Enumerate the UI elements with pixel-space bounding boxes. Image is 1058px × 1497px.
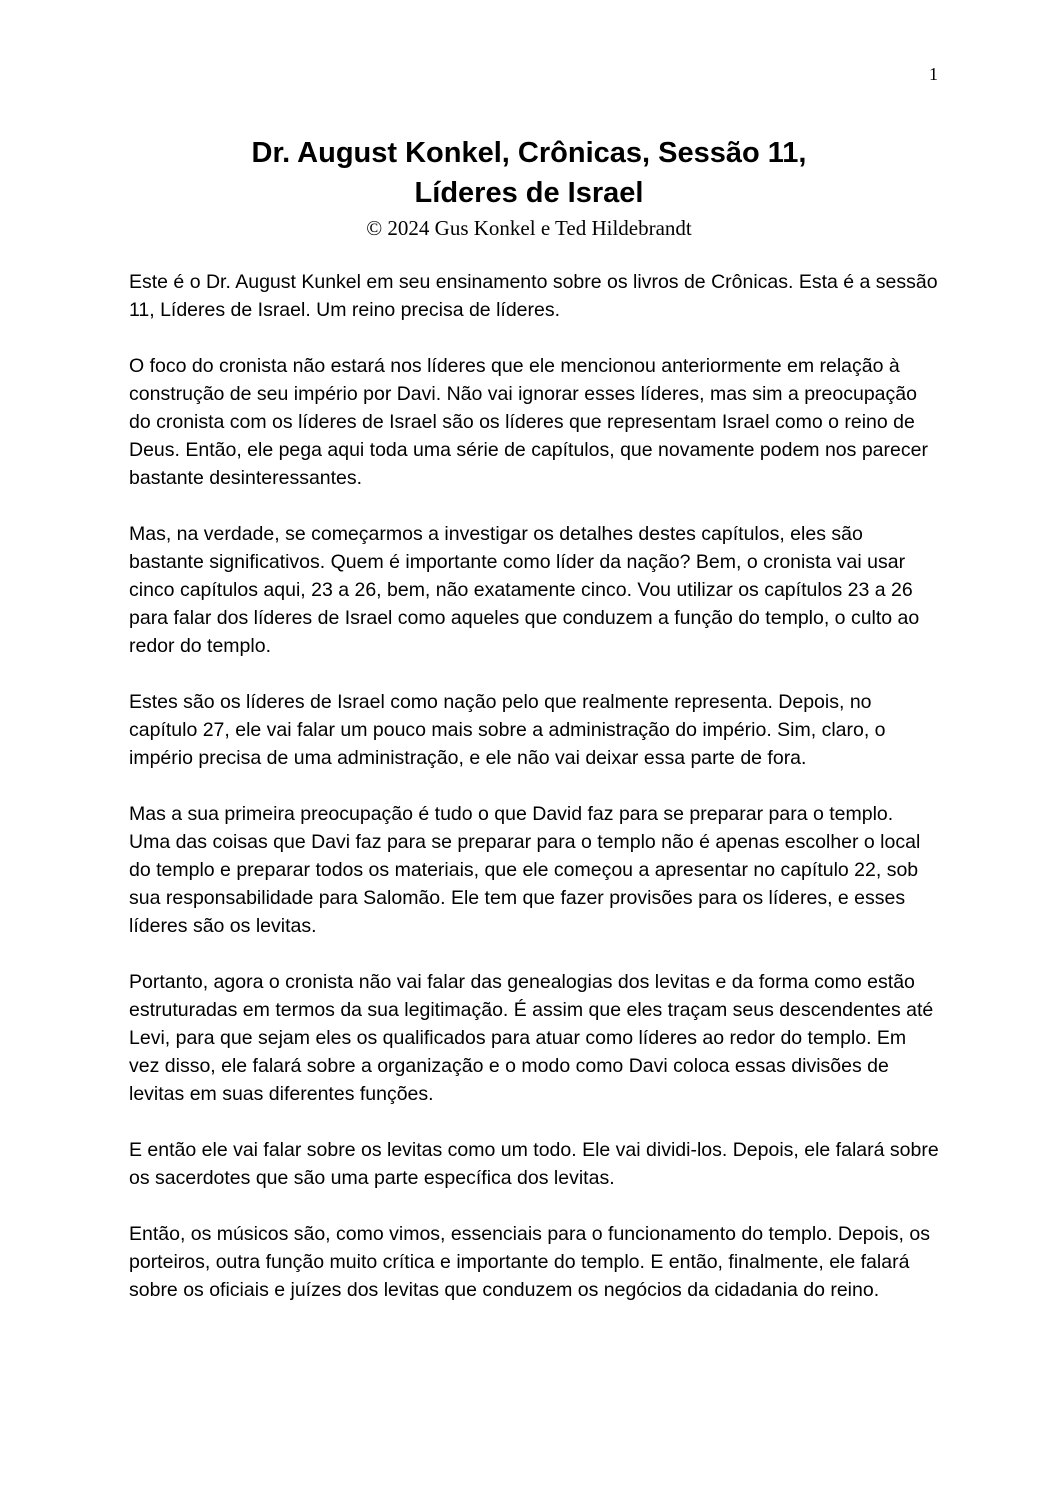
paragraph-6: Portanto, agora o cronista não vai falar das genealogias dos levitas e da forma como estão estruturadas em termos da sua legitimação. É assim que eles traçam seus descendentes até Levi, para que sejam eles os qualificados para atuar como líderes ao redor do templo. Em vez disso, ele falará sobre a organização e o modo como Davi coloca essas divisões de levitas em suas diferentes funções.	[129, 971, 934, 1105]
page-number: 1	[929, 64, 938, 84]
paragraph-5: Mas a sua primeira preocupação é tudo o que David faz para se preparar para o templo. Uma das coisas que Davi faz para se preparar para o templo não é apenas escolher o local do templo e preparar todos os materiais, que ele começou a apresentar no capítulo 22, sob sua responsabilidade para Salomão. Ele tem que fazer provisões para os líderes, e esses líderes são os levitas.	[129, 803, 921, 937]
paragraph-4: Estes são os líderes de Israel como nação pelo que realmente representa. Depois, no capítulo 27, ele vai falar um pouco mais sobre a administração do império. Sim, claro, o império precisa de uma administração, e ele não vai deixar essa parte de fora.	[129, 691, 886, 769]
page-title	[0, 133, 1058, 213]
page-title-line-2: Líderes de Israel	[414, 177, 644, 209]
copyright-notice: © 2024 Gus Konkel e Ted Hildebrandt	[366, 216, 692, 240]
page-title-line-1: Dr. August Konkel, Crônicas, Sessão 11,	[251, 137, 807, 169]
document-body	[129, 268, 939, 1332]
paragraph-1: Este é o Dr. August Kunkel em seu ensinamento sobre os livros de Crônicas. Esta é a sessão 11, Líderes de Israel. Um reino precisa de líderes.	[129, 271, 938, 321]
paragraph-7: E então ele vai falar sobre os levitas como um todo. Ele vai dividi-los. Depois, ele falará sobre os sacerdotes que são uma parte específica dos levitas.	[129, 1139, 939, 1189]
paragraph-2: O foco do cronista não estará nos líderes que ele mencionou anteriormente em relação à construção de seu império por Davi. Não vai ignorar esses líderes, mas sim a preocupação do cronista com os líderes de Israel são os líderes que representam Israel como o reino de Deus. Então, ele pega aqui toda uma série de capítulos, que novamente podem nos parecer bastante desinteressantes.	[129, 355, 928, 489]
paragraph-3: Mas, na verdade, se começarmos a investigar os detalhes destes capítulos, eles são bastante significativos. Quem é importante como líder da nação? Bem, o cronista vai usar cinco capítulos aqui, 23 a 26, bem, não exatamente cinco. Vou utilizar os capítulos 23 a 26 para falar dos líderes de Israel como aqueles que conduzem a função do templo, o culto ao redor do templo.	[129, 523, 920, 657]
paragraph-8: Então, os músicos são, como vimos, essenciais para o funcionamento do templo. Depois, os porteiros, outra função muito crítica e importante do templo. E então, finalmente, ele falará sobre os oficiais e juízes dos levitas que conduzem os negócios da cidadania do reino.	[129, 1223, 930, 1301]
